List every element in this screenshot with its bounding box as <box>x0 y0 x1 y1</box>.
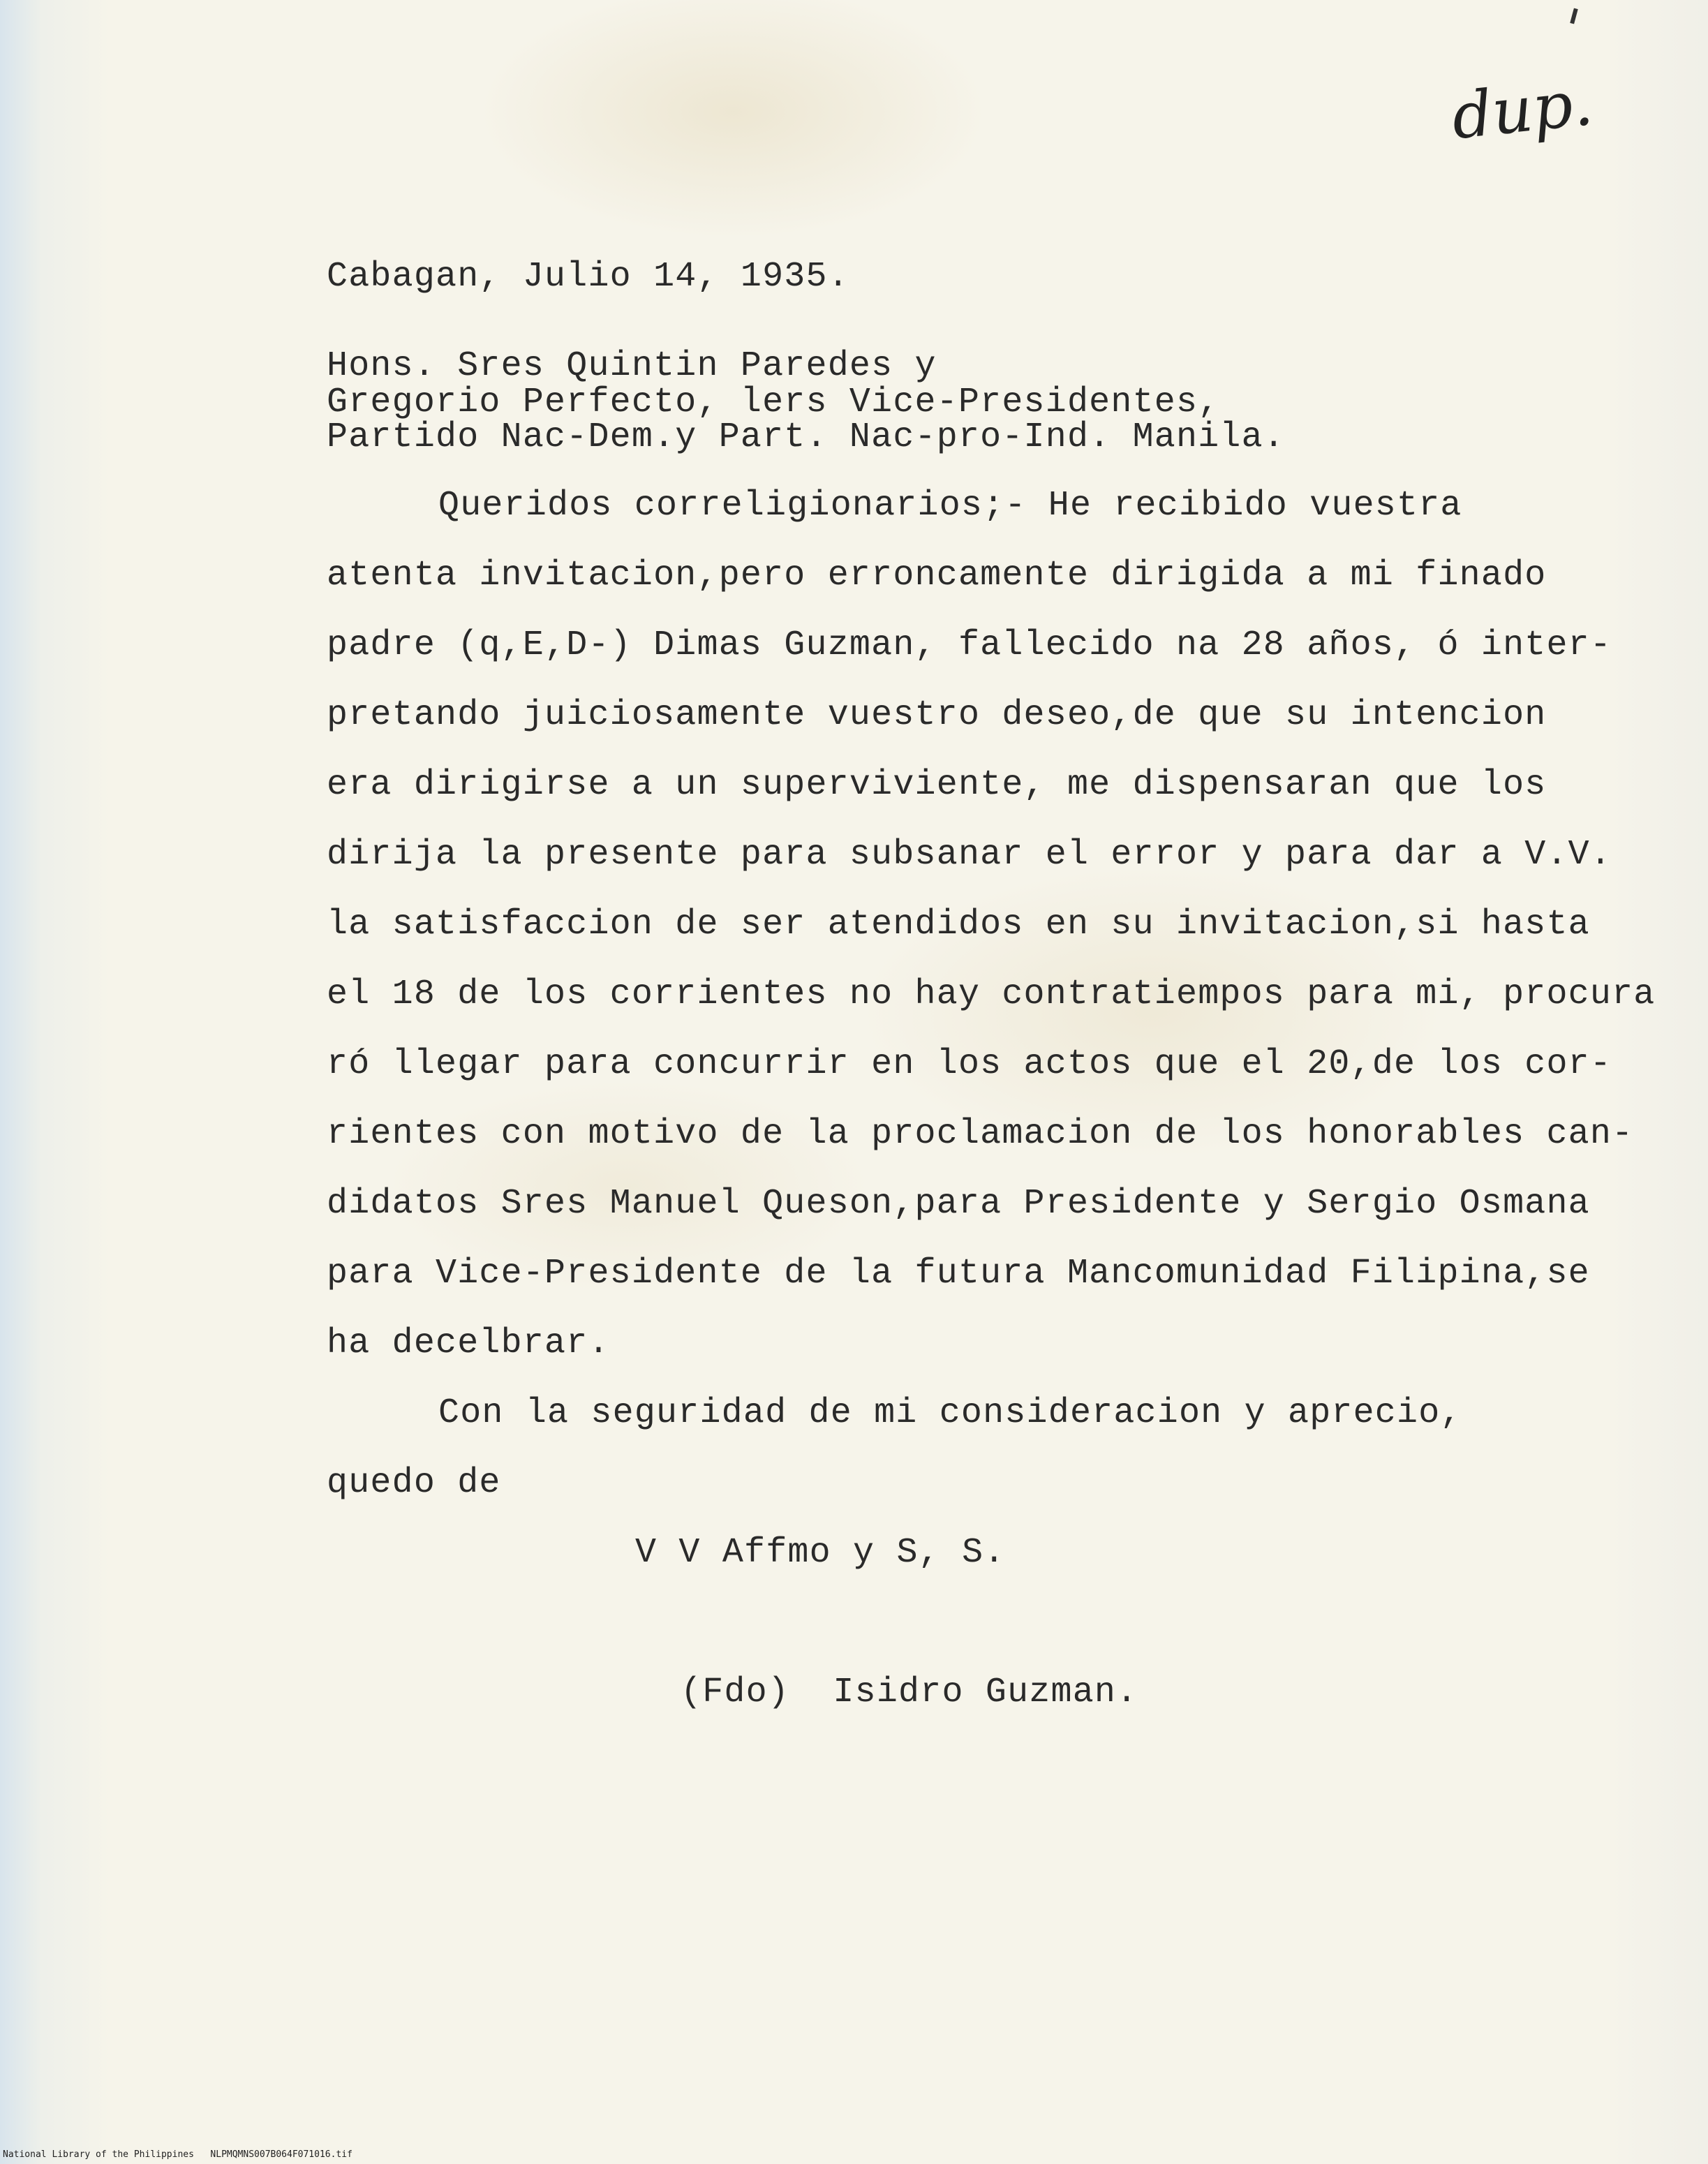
closing-line: Con la seguridad de mi consideracion y aprecio, <box>438 1393 1462 1433</box>
body-line: rientes con motivo de la proclamacion de los honorables can- <box>327 1114 1634 1154</box>
body-line: Queridos correligionarios;- He recibido vuestra <box>438 486 1462 526</box>
body-line: padre (q,E,D-) Dimas Guzman, fallecido na 28 años, ó inter- <box>327 625 1612 665</box>
body-line: didatos Sres Manuel Queson,para Presidente y Sergio Osmana <box>327 1184 1590 1224</box>
body-line: ha decelbrar. <box>327 1324 610 1363</box>
body-line: atenta invitacion,pero erroncamente dirigida a mi finado <box>327 556 1547 595</box>
body-line: era dirigirse a un superviviente, me dispensaran que los <box>327 765 1547 805</box>
body-line: para Vice-Presidente de la futura Mancomunidad Filipina,se <box>327 1254 1590 1294</box>
address-line-2: Gregorio Perfecto, lers Vice-Presidentes, <box>327 383 1220 422</box>
handwritten-annotation: dup. <box>1448 66 1596 154</box>
footer-library: National Library of the Philippines <box>3 2149 194 2160</box>
footer-filename: NLPMQMNS007B064F071016.tif <box>210 2149 352 2160</box>
body-line: el 18 de los corrientes no hay contratiempos para mi, procura <box>327 974 1656 1014</box>
ink-mark <box>1570 8 1577 24</box>
signature: (Fdo) Isidro Guzman. <box>681 1673 1138 1712</box>
body-line: dirija la presente para subsanar el error y para dar a V.V. <box>327 835 1612 875</box>
address-line-3: Partido Nac-Dem.y Part. Nac-pro-Ind. Manila. <box>327 417 1286 457</box>
closing-line: quedo de <box>327 1463 501 1503</box>
body-line: la satisfaccion de ser atendidos en su invitacion,si hasta <box>327 905 1590 944</box>
address-line-1: Hons. Sres Quintin Paredes y <box>327 346 937 386</box>
scan-footer <box>3 2149 352 2160</box>
valediction: V V Affmo y S, S. <box>635 1533 1006 1573</box>
body-line: pretando juiciosamente vuestro deseo,de que su intencion <box>327 695 1547 735</box>
date-line: Cabagan, Julio 14, 1935. <box>327 257 849 297</box>
body-line: ró llegar para concurrir en los actos que el 20,de los cor- <box>327 1044 1612 1084</box>
